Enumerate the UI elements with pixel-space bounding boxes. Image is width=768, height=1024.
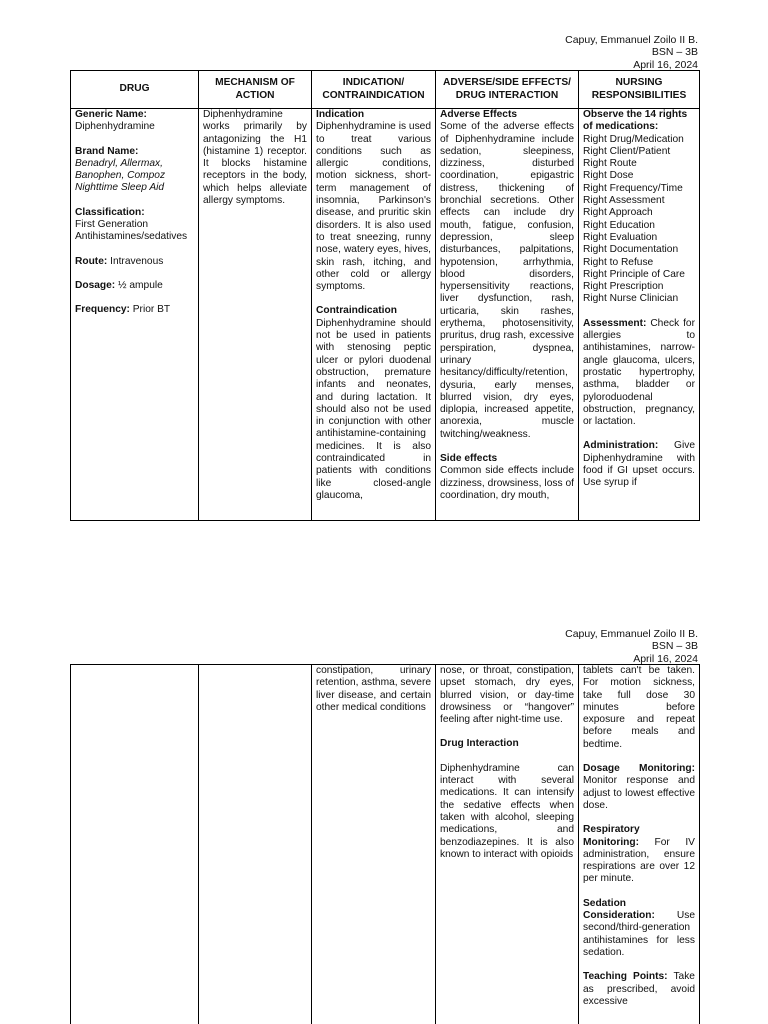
mechanism-text: Diphenhydramine works primarily by antagonizing the H1 (histamine 1) receptor. It blocks histamine receptors in the body, which helps alleviate allergy symptoms. (203, 109, 307, 207)
section: BSN – 3B (651, 46, 698, 59)
dosage-monitoring-label: Dosage Monitoring: (583, 763, 695, 775)
rights-item: Right Evaluation (583, 231, 658, 243)
side-effects-text: Common side effects include dizziness, drowsiness, loss of coordination, dry mouth, (440, 465, 574, 501)
sedation-text: Use second/third-generation antihistamines for less sedation. (583, 910, 695, 958)
respiratory-monitoring-label: Respiratory Monitoring: (583, 824, 640, 848)
contraindication-title: Contraindication (316, 305, 397, 317)
drug-cell-cont (71, 665, 199, 1024)
page-2 (0, 626, 768, 1024)
generic-name: Diphenhydramine (75, 121, 155, 133)
col-mechanism: MECHANISM OF ACTION (199, 71, 312, 109)
brand-name: Benadryl, Allermax, Banophen, Compoz Nighttime Sleep Aid (75, 157, 166, 194)
frequency (75, 304, 194, 316)
dosage-value: ½ ampule (118, 279, 163, 291)
nursing-cell (579, 109, 700, 521)
date: April 16, 2024 (633, 652, 698, 665)
side-effects-text-cont: nose, or throat, constipation, upset stomach, dry eyes, blurred vision, or day-time drowsiness or “hangover” feeling after night-time use. (440, 665, 574, 726)
rights-item: Right Route (583, 158, 637, 170)
frequency-value: Prior BT (132, 304, 171, 316)
side-effects-title: Side effects (440, 453, 498, 465)
rights-item: Right Client/Patient (583, 145, 671, 157)
route (75, 256, 194, 268)
rights-item: Right Frequency/Time (583, 182, 683, 194)
classification-2: Antihistamines/sedatives (75, 231, 188, 243)
route-value: Intravenous (110, 255, 164, 267)
rights-list (583, 134, 695, 306)
assessment-text: Check for allergies to antihistamines, narrow-angle glaucoma, ulcers, prostatic hypertrophy, asthma, bladder or pyloroduodenal obstruction, pregnancy, or lactation. (583, 317, 695, 428)
date: April 16, 2024 (633, 58, 698, 71)
classification-label: Classification: (75, 206, 145, 218)
drug-cell (71, 109, 199, 521)
col-adverse: ADVERSE/SIDE EFFECTS/ DRUG INTERACTION (436, 71, 579, 109)
dosage-monitoring (583, 763, 695, 812)
author-name: Capuy, Emmanuel Zoilo II B. (565, 34, 698, 46)
adverse-cell-cont (436, 665, 579, 1024)
indication-cell (312, 109, 436, 521)
administration (583, 440, 695, 489)
adverse-text: Some of the adverse effects of Diphenhydramine include sedation, sleepiness, dizziness, disturbed coordination, epigastric distress, thickening of bronchial secretions. Other effects can include dry mouth, fatigue, confusion, depression, sleep disturbances, palpitations, hypotension, arrhythmia, blood disorders, hypersensitivity reactions, liver dysfunction, rash, urticaria, skin rashes, erythema, photosensitivity, pruritus, drug rash, excessive perspiration, dyspnea, urinary hesitancy/difficulty/retention, dysuria, early menses, blurred vision, dry eyes, diplopia, increased appetite, anorexia, muscle twitching/weakness. (440, 121, 574, 440)
teaching-label: Teaching Points: (583, 971, 668, 983)
indication-title: Indication (316, 109, 365, 120)
rights-title: Observe the 14 rights of medications: (583, 109, 688, 133)
rights-item: Right Documentation (583, 244, 679, 256)
dosage-label: Dosage: (75, 279, 116, 291)
adverse-title: Adverse Effects (440, 109, 518, 120)
assessment-label: Assessment: (583, 317, 647, 329)
route-label: Route: (75, 255, 108, 267)
sedation-consideration (583, 898, 695, 959)
teaching-points (583, 971, 695, 1008)
respiratory-monitoring (583, 824, 695, 885)
mechanism-cell-cont (199, 665, 312, 1024)
dosage (75, 280, 194, 292)
contraindication-text-cont: constipation, urinary retention, asthma, severe liver disease, and certain other medical conditions (316, 665, 431, 713)
author-name: Capuy, Emmanuel Zoilo II B. (565, 628, 698, 640)
teaching-text: Take as prescribed, avoid excessive (583, 971, 695, 1007)
col-nursing: NURSING RESPONSIBILITIES (579, 71, 700, 109)
drug-interaction-title: Drug Interaction (440, 738, 519, 750)
generic-name-label: Generic Name: (75, 109, 147, 120)
nursing-cell-cont (579, 665, 700, 1024)
administration-label: Administration: (583, 440, 659, 452)
classification-1: First Generation (75, 219, 149, 231)
indication-cell-cont (312, 665, 436, 1024)
sedation-label: Sedation Consideration: (583, 897, 655, 922)
indication-text: Diphenhydramine is used to treat various conditions such as allergic conditions, motion sickness, short-term management of insomnia, Parkinson's disease, and pruritic skin disorders. It is also used to treat sneezing, runny nose, watery eyes, hives, skin rash, itching, and other cold or allergy symptoms. (316, 121, 431, 293)
rights-item: Right to Refuse (583, 256, 654, 268)
drug-study-table (70, 70, 700, 521)
rights-item: Right Principle of Care (583, 268, 685, 280)
page-header (565, 34, 698, 71)
drug-study-table-continued (70, 664, 700, 1024)
dosage-monitoring-text: Monitor response and adjust to lowest effective dose. (583, 775, 695, 811)
rights-item: Right Education (583, 219, 655, 231)
rights-item: Right Assessment (583, 195, 665, 207)
rights-item: Right Dose (583, 170, 634, 182)
section: BSN – 3B (651, 640, 698, 653)
frequency-label: Frequency: (75, 304, 130, 316)
rights-item: Right Prescription (583, 281, 664, 293)
administration-text: Give Diphenhydramine with food if GI upset occurs. Use syrup if (583, 440, 695, 489)
rights-item: Right Approach (583, 207, 653, 219)
contraindication-text: Diphenhydramine should not be used in patients with stenosing peptic ulcer or pylori duodenal obstruction, premature infants and neonates, and during lactation. It should also not be used in conjunction with other antihistamine-containing medicines. It is also contraindicated in patients with conditions like closed-angle glaucoma, (316, 317, 431, 501)
col-drug: DRUG (71, 71, 199, 109)
rights-item: Right Nurse Clinician (583, 293, 679, 305)
page-header (565, 628, 698, 665)
drug-interaction-text: Diphenhydramine can interact with several medications. It can intensify the sedative effects when taken with alcohol, sleeping medications, and benzodiazepines. It is also known to interact with opioids (440, 762, 574, 860)
administration-text-cont: tablets can't be taken. For motion sickness, take full dose 30 minutes before exposure and repeat before meals and bedtime. (583, 665, 695, 750)
assessment (583, 318, 695, 429)
respiratory-monitoring-text: For IV administration, ensure respirations are over 12 per minute. (583, 836, 695, 885)
rights-item: Right Drug/Medication (583, 133, 684, 145)
adverse-cell (436, 109, 579, 521)
brand-name-label: Brand Name: (75, 145, 139, 157)
col-indication: INDICATION/ CONTRAINDICATION (312, 71, 436, 109)
mechanism-cell (199, 109, 312, 521)
